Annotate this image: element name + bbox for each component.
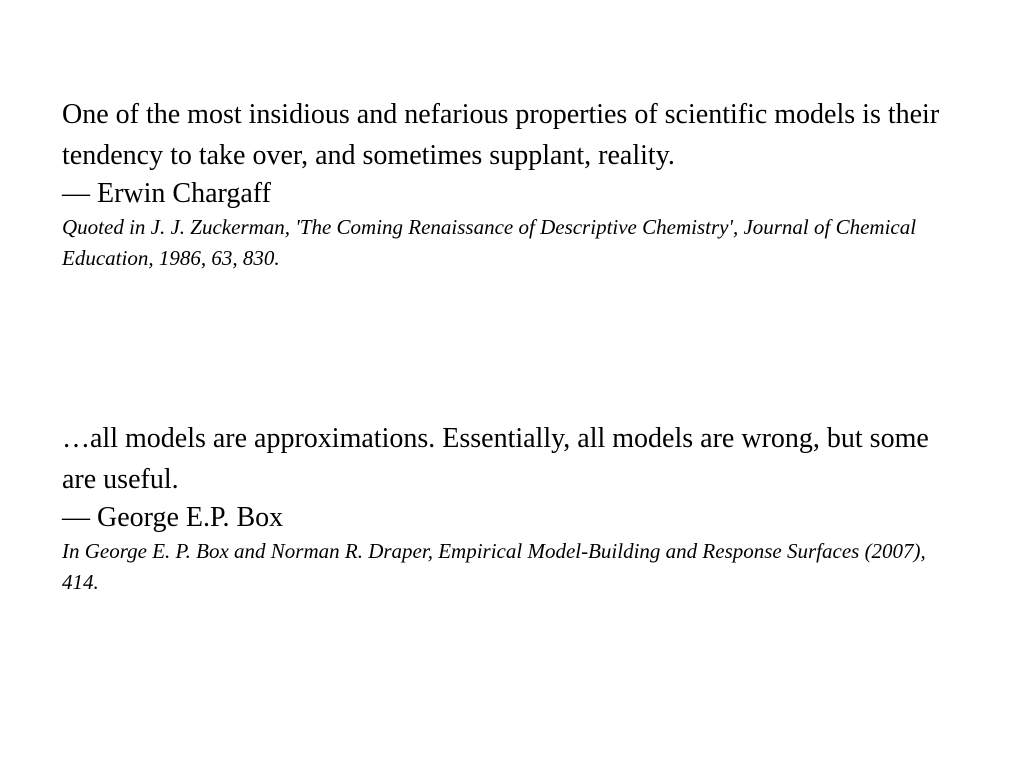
quote-text: …all models are approximations. Essentially, all models are wrong, but some are useful. (62, 423, 929, 495)
quote-text: One of the most insidious and nefarious properties of scientific models is their tendency to take over, and sometimes supplant, reality. (62, 99, 940, 171)
quote-block-box (62, 418, 962, 598)
quote-attribution: — George E.P. Box (62, 502, 284, 533)
quote-block-chargaff (62, 94, 962, 274)
quote-attribution: — Erwin Chargaff (62, 178, 271, 209)
quote-source: In George E. P. Box and Norman R. Draper, Empirical Model-Building and Response Surfaces (2007), 414. (62, 539, 926, 594)
quote-source: Quoted in J. J. Zuckerman, 'The Coming Renaissance of Descriptive Chemistry', Journal of Chemical Education, 1986, 63, 830. (62, 215, 917, 270)
